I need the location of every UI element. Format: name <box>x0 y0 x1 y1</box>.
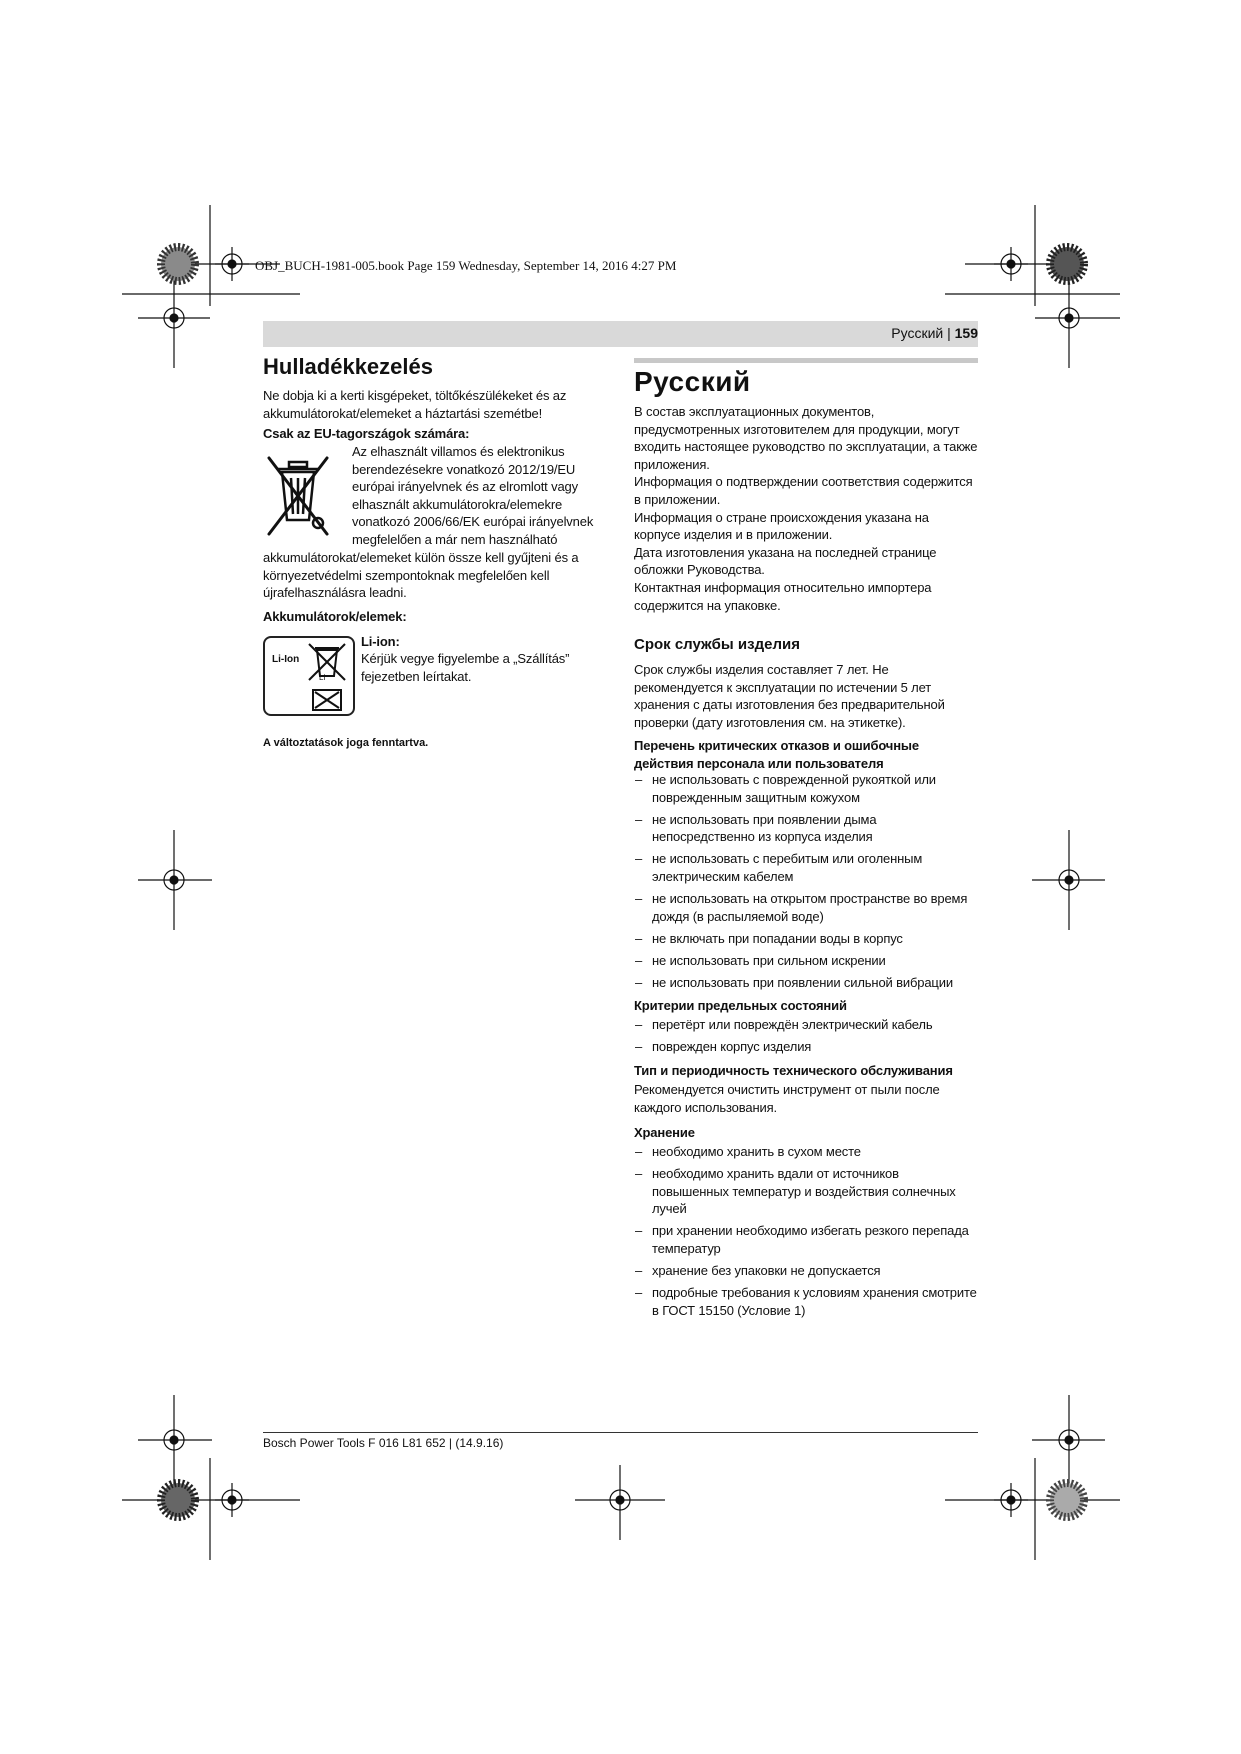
left-title: Hulladékkezelés <box>263 354 433 379</box>
intro-paragraph: Контактная информация относительно импортера содержится на упаковке. <box>634 579 932 613</box>
list-item: – поврежден корпус изделия <box>634 1038 978 1056</box>
list-item: – хранение без упаковки не допускается <box>634 1262 978 1280</box>
running-header-band <box>263 321 978 347</box>
file-header: OBJ_BUCH-1981-005.book Page 159 Wednesday, September 14, 2016 4:27 PM <box>255 258 677 273</box>
list-item: – не использовать с перебитым или оголенным электрическим кабелем <box>634 850 978 885</box>
list-item: – не использовать при появлении сильной вибрации <box>634 974 978 992</box>
list-item: – не использовать при сильном искрении <box>634 952 978 970</box>
running-header-separator: | <box>947 325 951 341</box>
liion-icon-sublabel: Li <box>319 673 326 682</box>
list-item: – при хранении необходимо избегать резкого перепада температур <box>634 1222 978 1257</box>
crossed-bin-icon <box>263 452 333 540</box>
intro-paragraph: Информация о подтверждении соответствия содержится в приложении. <box>634 474 973 507</box>
storage-heading: Хранение <box>634 1125 695 1140</box>
title-underline <box>634 358 978 363</box>
eu-text-wrapped: Az elhasznált villamos és elektronikus berendezésekre vonatkozó 2012/19/EU európai irányelvnek és az elromlott vagy elhasznált akkumulátorokra/elemekre vonatkozó 2006/66/EK európai irányelvnek megfelelően a már nem használható <box>352 444 594 547</box>
liion-bin-icon <box>305 640 351 712</box>
list-item: – не включать при попадании воды в корпус <box>634 930 978 948</box>
battery-heading: Akkumulátorok/elemek: <box>263 609 407 624</box>
failures-list <box>634 771 978 996</box>
footer: Bosch Power Tools F 016 L81 652 | (14.9.16) <box>263 1436 504 1450</box>
liion-icon-label: Li-Ion <box>272 654 300 665</box>
failures-heading: Перечень критических отказов и ошибочные действия персонала или пользователя <box>634 738 919 771</box>
list-item: – не использовать с поврежденной рукояткой или поврежденным защитным кожухом <box>634 771 978 806</box>
list-item: – подробные требования к условиям хранения смотрите в ГОСТ 15150 (Условие 1) <box>634 1284 978 1319</box>
intro-paragraph: Информация о стране происхождения указана на корпусе изделия и в приложении. <box>634 509 929 543</box>
liion-heading: Li-ion: <box>361 634 400 649</box>
intro-paragraph: Дата изготовления указана на последней странице обложки Руководства. <box>634 544 937 578</box>
rights-note: A változtatások joga fenntartva. <box>263 737 429 749</box>
storage-list <box>634 1143 978 1324</box>
limits-heading: Критерии предельных состояний <box>634 998 847 1013</box>
running-header <box>891 323 978 343</box>
running-header-language: Русский <box>891 325 944 341</box>
maintenance-heading: Тип и периодичность технического обслуживания <box>634 1063 953 1078</box>
liion-text: Kérjük vegye figyelembe a „Szállítás” fejezetben leírtakat. <box>361 651 570 684</box>
list-item: – необходимо хранить в сухом месте <box>634 1143 978 1161</box>
footer-rule <box>263 1432 978 1433</box>
eu-text-continued: akkumulátorokat/elemeket külön össze kell gyűjteni és a környezetvédelmi szempontoknak megfelelően kell újrafelhasználásra leadni. <box>263 550 579 601</box>
list-item: – не использовать на открытом пространстве во время дождя (в распыляемой воде) <box>634 890 978 925</box>
limits-list <box>634 1016 978 1060</box>
right-intro-block <box>634 403 978 614</box>
maintenance-text: Рекомендуется очистить инструмент от пыли после каждого использования. <box>634 1082 940 1115</box>
list-item: – перетёрт или повреждён электрический кабель <box>634 1016 978 1034</box>
intro-paragraph: В состав эксплуатационных документов, предусмотренных изготовителем для продукции, могут входить настоящее руководство по эксплуатации, а также приложения. <box>634 404 978 472</box>
list-item: – не использовать при появлении дыма непосредственно из корпуса изделия <box>634 811 978 846</box>
eu-heading: Csak az EU-tagországok számára: <box>263 426 470 441</box>
service-life-text: Срок службы изделия составляет 7 лет. Не рекомендуется к эксплуатации по истечении 5 лет хранения с даты изготовления без предварительной проверки (дату изготовления см. на этикетке). <box>634 662 945 730</box>
left-intro: Ne dobja ki a kerti kisgépeket, töltőkészülékeket és az akkumulátorokat/elemeket a háztartási szemétbe! <box>263 388 567 421</box>
page-number: 159 <box>954 325 978 341</box>
list-item: – необходимо хранить вдали от источников повышенных температур и воздействия солнечных лучей <box>634 1165 978 1218</box>
service-life-heading: Срок службы изделия <box>634 636 800 653</box>
right-title: Русский <box>634 366 751 397</box>
